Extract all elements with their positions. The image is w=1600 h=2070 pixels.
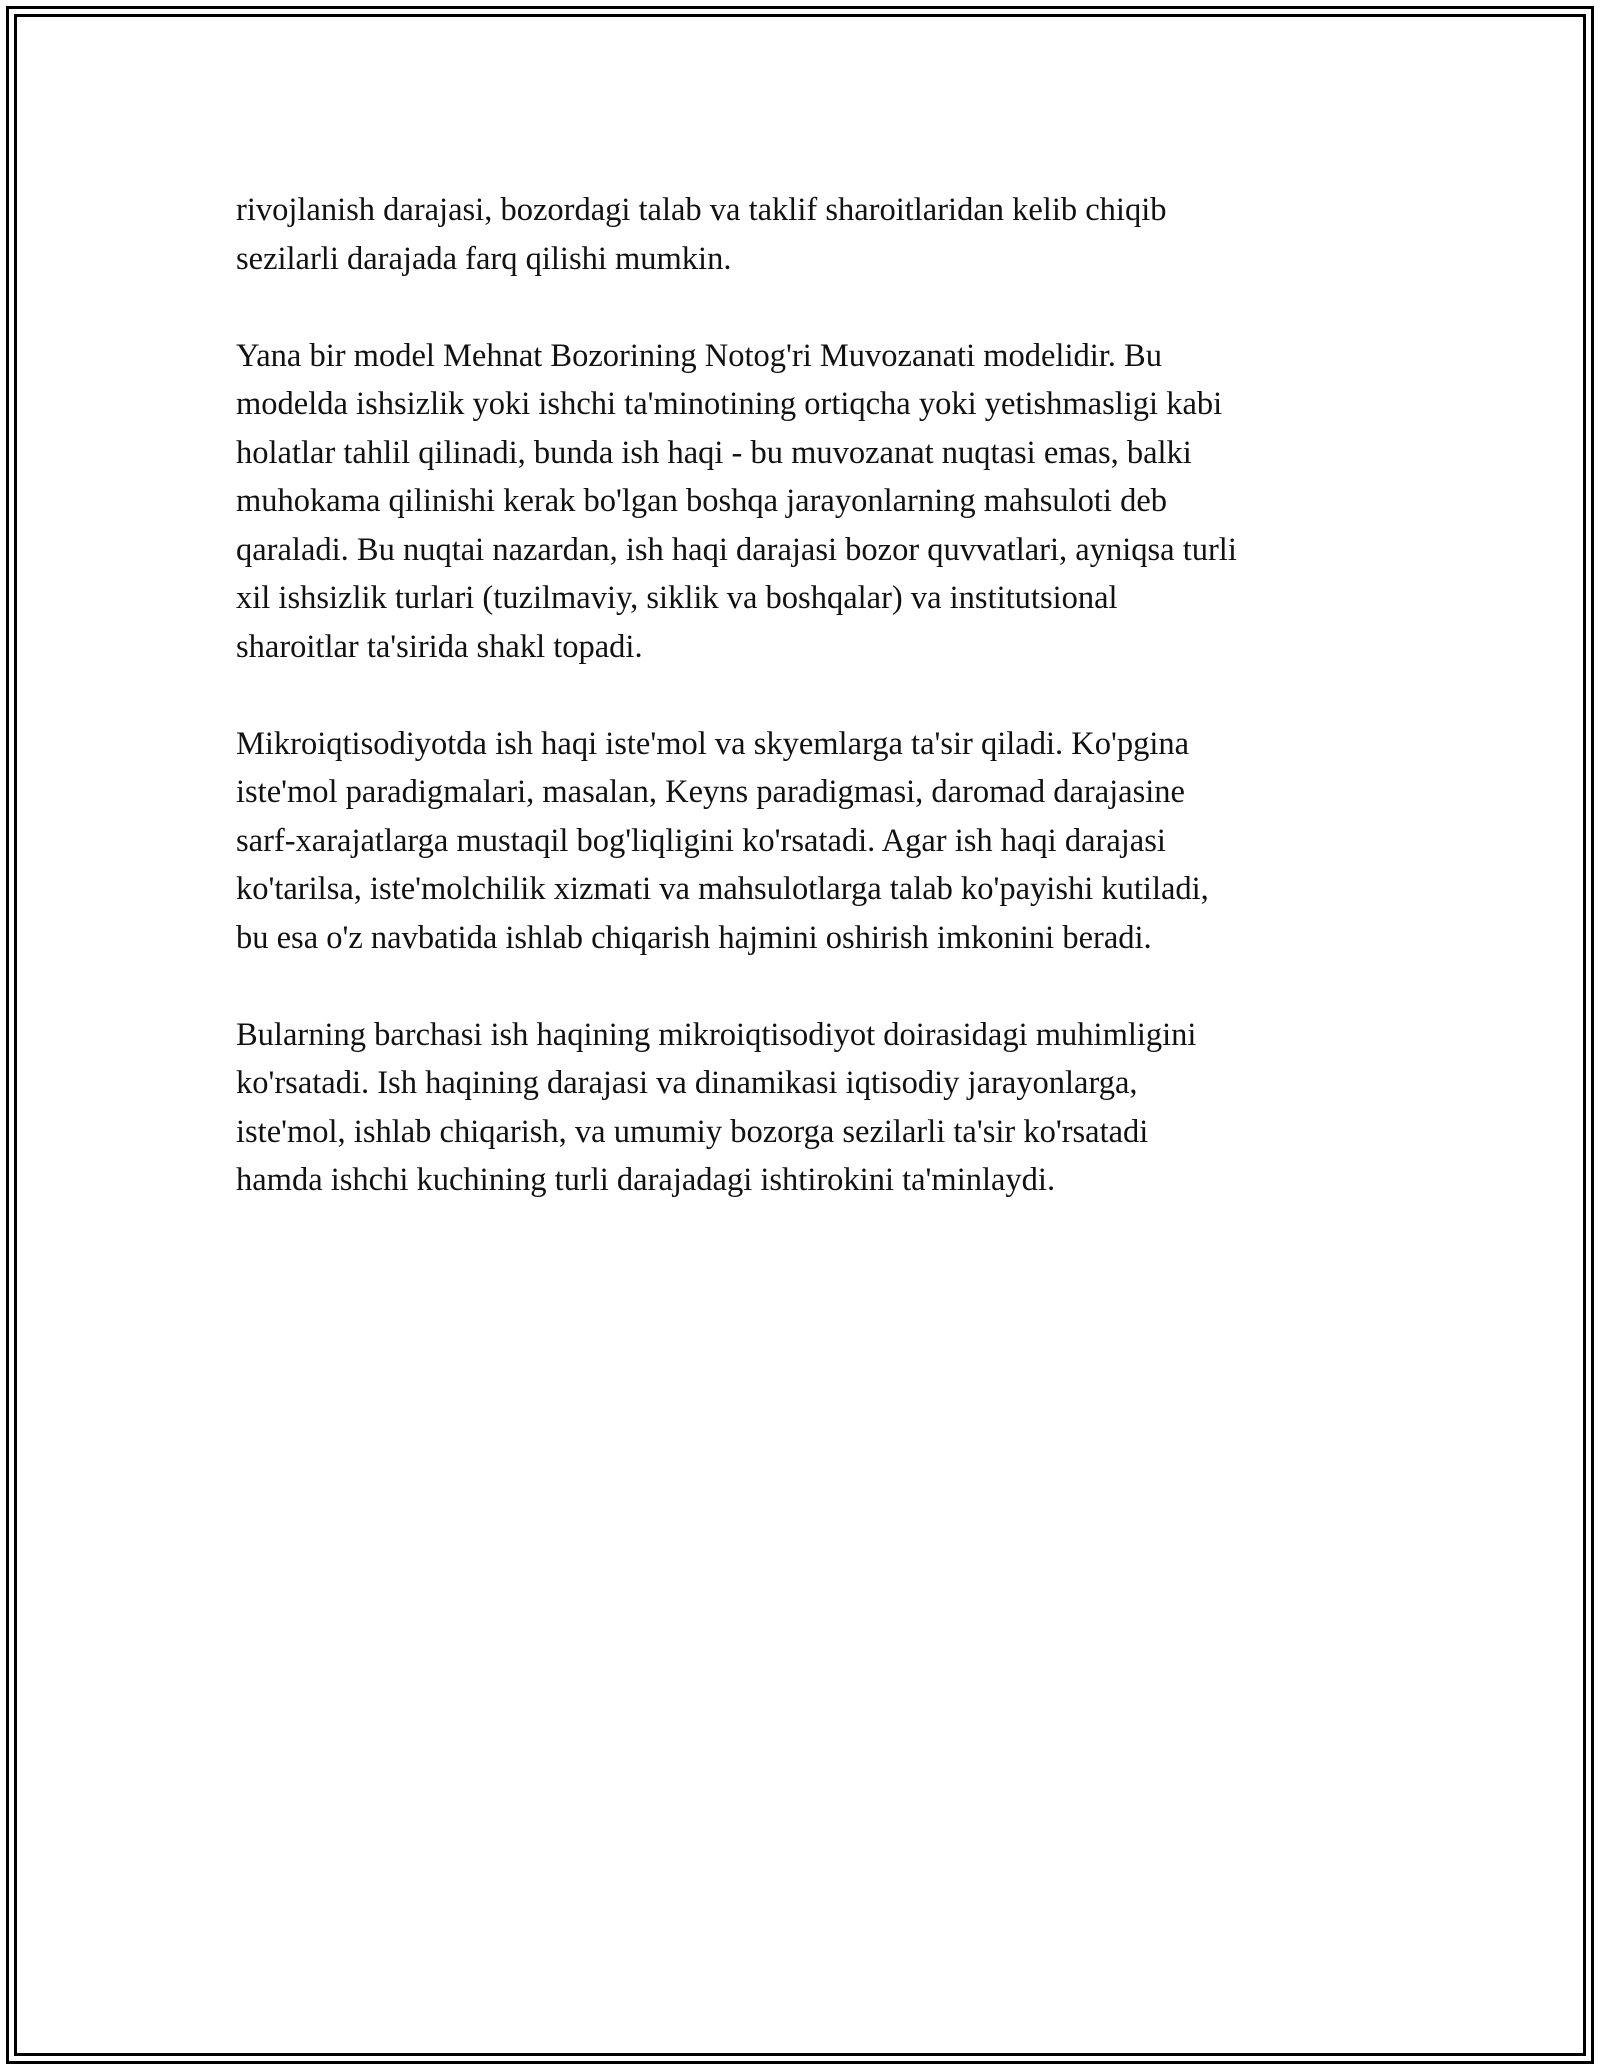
text-line: Yana bir model Mehnat Bozorining Notog'ri Muvozanati modelidir. Bu	[236, 337, 1162, 374]
text-line: xil ishsizlik turlari (tuzilmaviy, siklik va boshqalar) va institutsional	[236, 580, 1118, 616]
paragraph-1	[236, 186, 1386, 283]
text-line: qaraladi. Bu nuqtai nazardan, ish haqi darajasi bozor quvvatlari, ayniqsa turli	[236, 531, 1237, 568]
text-line: bu esa o'z navbatida ishlab chiqarish hajmini oshirish imkonini beradi.	[236, 919, 1152, 956]
text-line: Bularning barchasi ish haqining mikroiqtisodiyot doirasidagi muhimligini	[236, 1016, 1197, 1053]
text-line: holatlar tahlil qilinadi, bunda ish haqi - bu muvozanat nuqtasi emas, balki	[236, 434, 1192, 471]
text-line: rivojlanish darajasi, bozordagi talab va taklif sharoitlaridan kelib chiqib	[236, 192, 1167, 228]
text-line: ko'tarilsa, iste'molchilik xizmati va mahsulotlarga talab ko'payishi kutiladi,	[236, 871, 1209, 907]
text-line: iste'mol, ishlab chiqarish, va umumiy bozorga sezilarli ta'sir ko'rsatadi	[236, 1113, 1149, 1150]
document-body	[236, 186, 1386, 1253]
text-line: muhokama qilinishi kerak bo'lgan boshqa jarayonlarning mahsuloti deb	[236, 483, 1168, 519]
paragraph-3	[236, 720, 1386, 963]
text-line: iste'mol paradigmalari, masalan, Keyns paradigmasi, daromad darajasine	[236, 774, 1185, 810]
text-line: sharoitlar ta'sirida shakl topadi.	[236, 628, 643, 665]
paragraph-2	[236, 332, 1386, 672]
text-line: hamda ishchi kuchining turli darajadagi ishtirokini ta'minlaydi.	[236, 1162, 1056, 1198]
text-line: modelda ishsizlik yoki ishchi ta'minotining ortiqcha yoki yetishmasligi kabi	[236, 386, 1223, 422]
text-line: sarf-xarajatlarga mustaqil bog'liqligini ko'rsatadi. Agar ish haqi darajasi	[236, 822, 1166, 859]
paragraph-4	[236, 1011, 1386, 1205]
text-line: sezilarli darajada farq qilishi mumkin.	[236, 240, 732, 277]
text-line: Mikroiqtisodiyotda ish haqi iste'mol va skyemlarga ta'sir qiladi. Ko'pgina	[236, 725, 1190, 762]
text-line: ko'rsatadi. Ish haqining darajasi va dinamikasi iqtisodiy jarayonlarga,	[236, 1065, 1138, 1101]
